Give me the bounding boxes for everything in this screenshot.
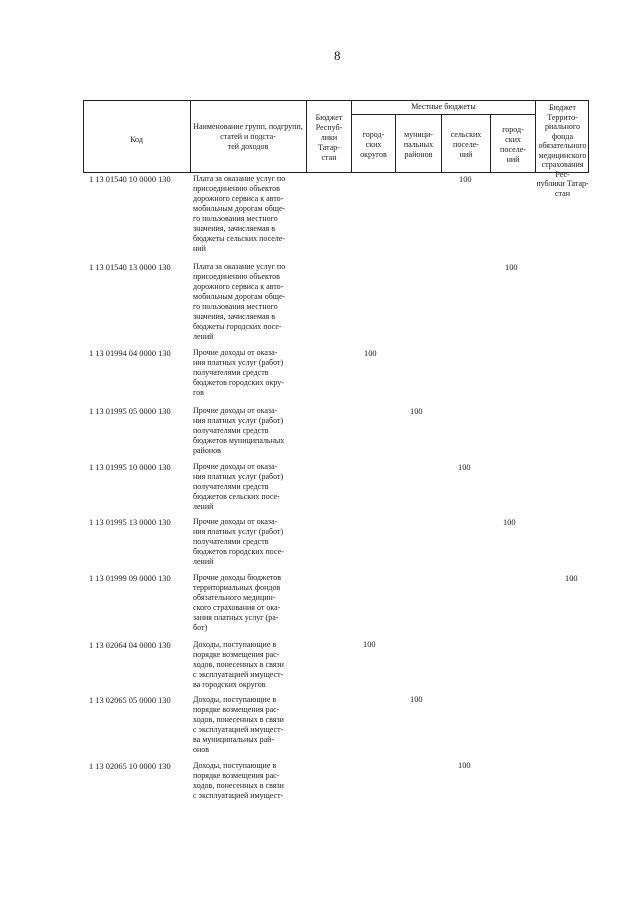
row-name: Доходы, поступающие в порядке возмещения рас- ходов, понесенных в связи с эксплуатацией имущест- — [193, 761, 284, 800]
row-name: Прочие доходы от оказа- ния платных услуг (работ) получателями средств бюджетов муниципальных районов — [193, 406, 285, 455]
row-value: 100 — [459, 175, 472, 184]
col-divider-code — [190, 100, 191, 173]
row-code: 1 13 01995 05 0000 130 — [89, 407, 171, 416]
header-rt-budget: Бюджет Респуб- лики Татар- стан — [315, 113, 343, 162]
header-local-budgets: Местные бюджеты — [411, 102, 476, 111]
row-value: 100 — [503, 518, 516, 527]
row-value: 100 — [505, 263, 518, 272]
local-budgets-divider — [351, 114, 535, 115]
page-number: 8 — [334, 48, 341, 63]
row-value: 100 — [410, 407, 423, 416]
row-name: Прочие доходы от оказа- ния платных услуг (работ) получателями средств бюджетов сельских посе- лений — [193, 462, 284, 511]
row-code: 1 13 02065 05 0000 130 — [89, 696, 171, 705]
row-value: 100 — [410, 695, 423, 704]
row-value: 100 — [364, 349, 377, 358]
row-code: 1 13 01994 04 0000 130 — [89, 349, 171, 358]
header-fund-budget: Бюджет Террито- риального фонда обязательного медицинского страхования Рес- публики Татар- стан — [536, 103, 589, 198]
row-code: 1 13 01995 13 0000 130 — [89, 518, 171, 527]
header-municipal-districts: муници- пальных районов — [403, 130, 434, 159]
row-code: 1 13 01540 10 0000 130 — [89, 175, 171, 184]
row-name: Доходы, поступающие в порядке возмещения рас- ходов, понесенных в связи с эксплуатацией имущест- ва городских округов — [193, 640, 284, 689]
row-code: 1 13 02065 10 0000 130 — [89, 762, 171, 771]
row-name: Доходы, поступающие в порядке возмещения рас- ходов, понесенных в связи с эксплуатацией имущест- ва муниципальных рай- онов — [193, 695, 284, 754]
row-name: Прочие доходы от оказа- ния платных услуг (работ) получателями средств бюджетов городских посе- лений — [193, 517, 284, 566]
row-name: Прочие доходы бюджетов территориальных фондов обязательного медицин- ского страхования от ока- зания платных услуг (ра- бот) — [193, 573, 282, 632]
header-rural-settlements: сельских поселе- ний — [450, 130, 482, 159]
row-code: 1 13 02064 04 0000 130 — [89, 641, 171, 650]
header-urban-settlements: город- ских поселе- ний — [500, 125, 526, 164]
row-name: Плата за оказание услуг по присоединению объектов дорожного сервиса к авто- мобильным дорогам обще- го пользования местного значения, зачисляемая в бюджеты сельских поселе- ний — [193, 174, 286, 253]
row-value: 100 — [565, 574, 578, 583]
header-code: Код — [130, 135, 143, 144]
row-value: 100 — [458, 761, 471, 770]
row-code: 1 13 01999 09 0000 130 — [89, 574, 171, 583]
row-name: Плата за оказание услуг по присоединению объектов дорожного сервиса к авто- мобильным дорогам обще- го пользования местного значения, зачисляемая в бюджеты городских посе- лений — [193, 262, 286, 341]
table-top-border — [83, 100, 588, 101]
row-name: Прочие доходы от оказа- ния платных услуг (работ) получателями средств бюджетов городских окру- гов — [193, 348, 284, 397]
header-urban-districts: город- ских округов — [360, 130, 387, 159]
header-name: Наименование групп, подгрупп, статей и подста- тей доходов — [193, 122, 303, 151]
row-value: 100 — [363, 640, 376, 649]
header-bottom-border — [83, 172, 588, 173]
row-value: 100 — [458, 463, 471, 472]
row-code: 1 13 01540 13 0000 130 — [89, 263, 171, 272]
row-code: 1 13 01995 10 0000 130 — [89, 463, 171, 472]
